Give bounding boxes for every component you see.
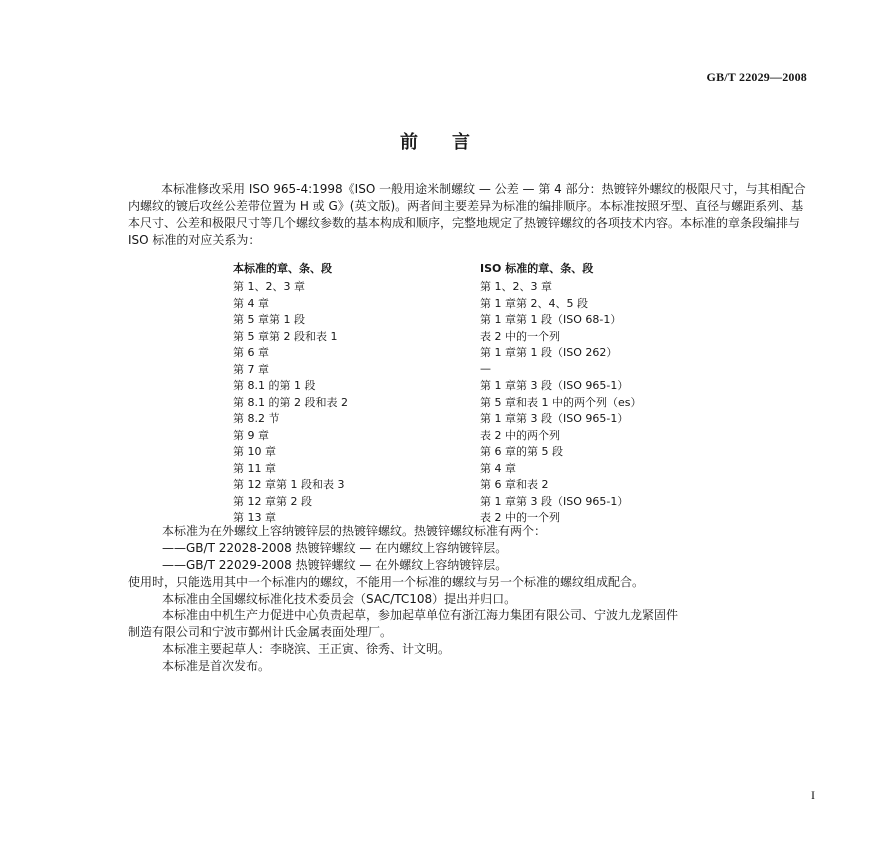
- table-cell: 第 1 章第 1 段（ISO 262）: [480, 346, 618, 360]
- table-header-this-standard: 本标准的章、条、段: [233, 262, 332, 275]
- table-header-iso-standard: ISO 标准的章、条、段: [480, 262, 594, 275]
- table-cell: 第 7 章: [233, 362, 269, 376]
- table-row: [233, 427, 641, 444]
- table-cell: 第 1 章第 3 段（ISO 965-1）: [480, 379, 629, 393]
- standard-code: GB/T 22029—2008: [706, 70, 807, 84]
- body-line-drafters-org-cont: 制造有限公司和宁波市鄞州计氏金属表面处理厂。: [128, 625, 393, 640]
- table-row: [233, 493, 641, 510]
- table-cell: 第 12 章第 1 段和表 3: [233, 478, 345, 492]
- table-cell: 第 5 章第 1 段: [233, 313, 305, 327]
- body-text: [128, 523, 828, 675]
- table-row: [233, 361, 641, 378]
- table-row: [233, 410, 641, 427]
- table-cell: 第 1、2、3 章: [233, 280, 305, 294]
- body-line-usage: 使用时，只能选用其中一个标准内的螺纹，不能用一个标准的螺纹与另一个标准的螺纹组成配合。: [128, 574, 645, 589]
- table-row: [233, 443, 641, 460]
- intro-paragraph: 本标准修改采用 ISO 965-4:1998《ISO 一般用途米制螺纹 — 公差 — 第 4 部分：热镀锌外螺纹的极限尺寸，与其相配合内螺纹的镀后攻丝公差带位置为 H 或 G》(英文版)。两者间主要差异为标准的编排顺序。本标准按照牙型、直径与螺距系列、基本尺寸、公差和极限尺寸等几个螺纹参数的基本构成和顺序，完整地规定了热镀锌螺纹的各项技术内容。本标准的章条段编排与 ISO 标准的对应关系为：: [128, 182, 806, 247]
- table-row: [233, 278, 641, 295]
- table-cell: 第 4 章: [233, 296, 269, 310]
- table-cell: 第 11 章: [233, 461, 276, 475]
- body-line-drafters-org: 本标准由中机生产力促进中心负责起草，参加起草单位有浙江海力集团有限公司、宁波九龙紧固件: [162, 608, 679, 623]
- table-cell: 第 10 章: [233, 445, 276, 459]
- page-title: 前言: [400, 132, 504, 153]
- page-number: I: [811, 788, 815, 802]
- body-line-scope: 本标准为在外螺纹上容纳镀锌层的热镀锌螺纹。热镀锌螺纹标准有两个：: [162, 524, 547, 538]
- chapter-mapping-table: [233, 258, 641, 526]
- table-cell: 第 1 章第 1 段（ISO 68-1）: [480, 313, 622, 327]
- table-cell: 第 4 章: [480, 461, 516, 475]
- table-cell: 第 12 章第 2 段: [233, 494, 312, 508]
- table-row: [233, 295, 641, 312]
- body-line-drafters: 本标准主要起草人：李晓滨、王正寅、徐秀、计文明。: [162, 642, 451, 657]
- table-row: [233, 377, 641, 394]
- table-cell: 第 1 章第 3 段（ISO 965-1）: [480, 412, 629, 426]
- table-cell: 第 1、2、3 章: [480, 280, 552, 294]
- table-row: [233, 394, 641, 411]
- table-cell: 第 9 章: [233, 428, 269, 442]
- table-row: [233, 344, 641, 361]
- body-line-ref-22028: ——GB/T 22028-2008 热镀锌螺纹 — 在内螺纹上容纳镀锌层。: [162, 540, 508, 555]
- table-cell: 第 5 章和表 1 中的两个列（es）: [480, 395, 642, 409]
- table-cell: 表 2 中的一个列: [480, 329, 560, 343]
- table-cell: 第 8.1 的第 1 段: [233, 379, 316, 393]
- table-header-row: [233, 258, 641, 278]
- table-cell: 第 6 章: [233, 346, 269, 360]
- table-cell: 第 8.1 的第 2 段和表 2: [233, 395, 348, 409]
- table-row: [233, 476, 641, 493]
- table-cell: 第 1 章第 3 段（ISO 965-1）: [480, 494, 629, 508]
- table-cell: 表 2 中的一个列: [480, 511, 560, 525]
- table-cell: —: [480, 362, 491, 376]
- body-line-ref-22029: ——GB/T 22029-2008 热镀锌螺纹 — 在外螺纹上容纳镀锌层。: [162, 557, 508, 572]
- table-row: [233, 328, 641, 345]
- table-cell: 第 8.2 节: [233, 412, 280, 426]
- table-cell: 第 1 章第 2、4、5 段: [480, 296, 588, 310]
- table-row: [233, 460, 641, 477]
- table-row: [233, 311, 641, 328]
- table-cell: 第 6 章的第 5 段: [480, 445, 563, 459]
- table-cell: 表 2 中的两个列: [480, 428, 560, 442]
- table-cell: 第 13 章: [233, 511, 276, 525]
- body-line-first-release: 本标准是首次发布。: [162, 659, 271, 674]
- body-line-committee: 本标准由全国螺纹标准化技术委员会（SAC/TC108）提出并归口。: [162, 591, 517, 606]
- table-cell: 第 6 章和表 2: [480, 478, 549, 492]
- table-cell: 第 5 章第 2 段和表 1: [233, 329, 338, 343]
